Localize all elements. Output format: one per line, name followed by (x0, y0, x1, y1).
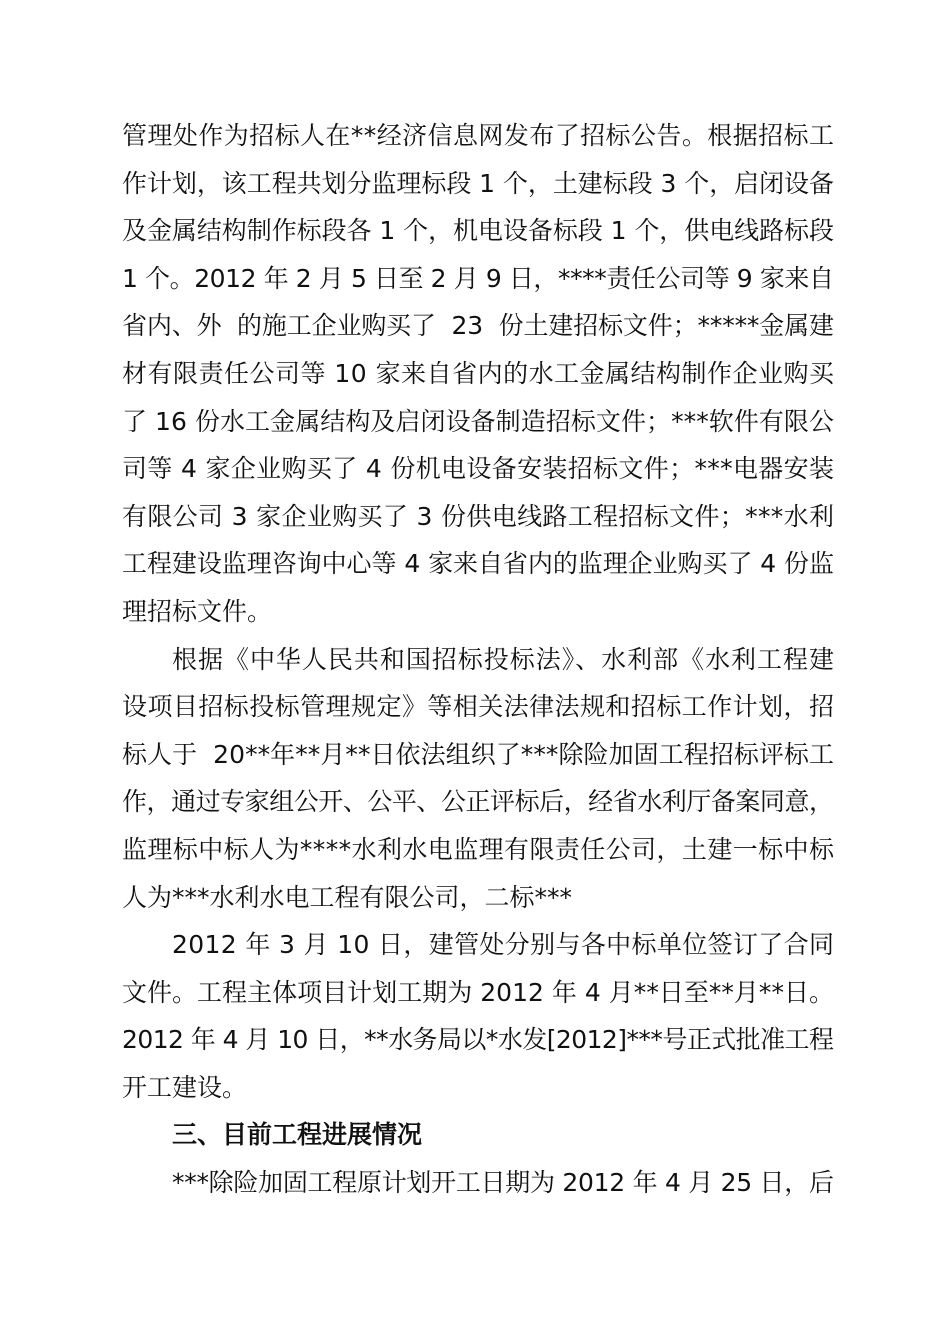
line-text: 监理标中标人为****水利水电监理有限责任公司，土建一标中标 (122, 834, 835, 864)
text-line (122, 350, 834, 398)
text-line (122, 302, 834, 350)
line-text: 作计划，该工程共划分监理标段 1 个，土建标段 3 个，启闭设备 (122, 168, 834, 198)
line-text: 人为***水利水电工程有限公司，二标*** (122, 882, 573, 912)
text-line (122, 255, 834, 303)
line-text: 管理处作为招标人在**经济信息网发布了招标公告。根据招标工 (122, 121, 835, 150)
text-line (122, 778, 834, 826)
text-line (122, 683, 834, 731)
text-line (122, 1016, 834, 1064)
line-text: 及金属结构制作标段各 1 个，机电设备标段 1 个，供电线路标段 (122, 216, 834, 246)
line-text: 设项目招标投标管理规定》等相关法律法规和招标工作计划，招 (122, 692, 835, 722)
line-text: 司等 4 家企业购买了 4 份机电设备安装招标文件；***电器安装 (122, 454, 835, 484)
text-line (122, 969, 834, 1017)
line-text: 1 个。2012 年 2 月 5 日至 2 月 9 日，****责任公司等 9 家来自 (122, 263, 834, 293)
text-line (122, 874, 834, 922)
line-text: 标人于 20**年**月**日依法组织了***除险加固工程招标评标工 (122, 739, 835, 769)
text-line (122, 540, 834, 588)
text-line (122, 921, 834, 969)
text-line (122, 112, 834, 160)
line-text: 工程建设监理咨询中心等 4 家来自省内的监理企业购买了 4 份监 (122, 549, 834, 579)
text-line (122, 207, 834, 255)
line-text: 文件。工程主体项目计划工期为 2012 年 4 月**日至**月**日。 (122, 977, 835, 1007)
line-text: 三、目前工程进展情况 (172, 1120, 423, 1150)
text-line (122, 1064, 834, 1112)
line-text: 作，通过专家组公开、公平、公正评标后，经省水利厅备案同意， (122, 787, 834, 817)
line-text: 开工建设。 (122, 1072, 248, 1102)
line-text: 根据《中华人民共和国招标投标法》、水利部《水利工程建 (172, 644, 835, 674)
text-line (122, 636, 834, 684)
text-line (122, 398, 834, 446)
text-line (122, 445, 834, 493)
text-line (122, 493, 834, 541)
line-text: 了 16 份水工金属结构及启闭设备制造招标文件；***软件有限公 (122, 406, 835, 436)
line-text: 材有限责任公司等 10 家来自省内的水工金属结构制作企业购买 (122, 358, 835, 388)
line-text: ***除险加固工程原计划开工日期为 2012 年 4 月 25 日，后 (172, 1168, 834, 1198)
line-text: 2012 年 4 月 10 日，**水务局以*水发[2012]***号正式批准工程 (122, 1025, 834, 1055)
section-heading (122, 1111, 834, 1159)
text-line (122, 588, 834, 636)
document-body (122, 112, 834, 1207)
text-line (122, 826, 834, 874)
line-text: 省内、外 的施工企业购买了 23 份土建招标文件；*****金属建 (122, 311, 834, 341)
line-text: 2012 年 3 月 10 日，建管处分别与各中标单位签订了合同 (172, 930, 835, 960)
text-line (122, 1159, 834, 1207)
text-line (122, 160, 834, 208)
text-line (122, 731, 834, 779)
line-text: 理招标文件。 (122, 596, 273, 626)
line-text: 有限公司 3 家企业购买了 3 份供电线路工程招标文件；***水利 (122, 501, 835, 531)
